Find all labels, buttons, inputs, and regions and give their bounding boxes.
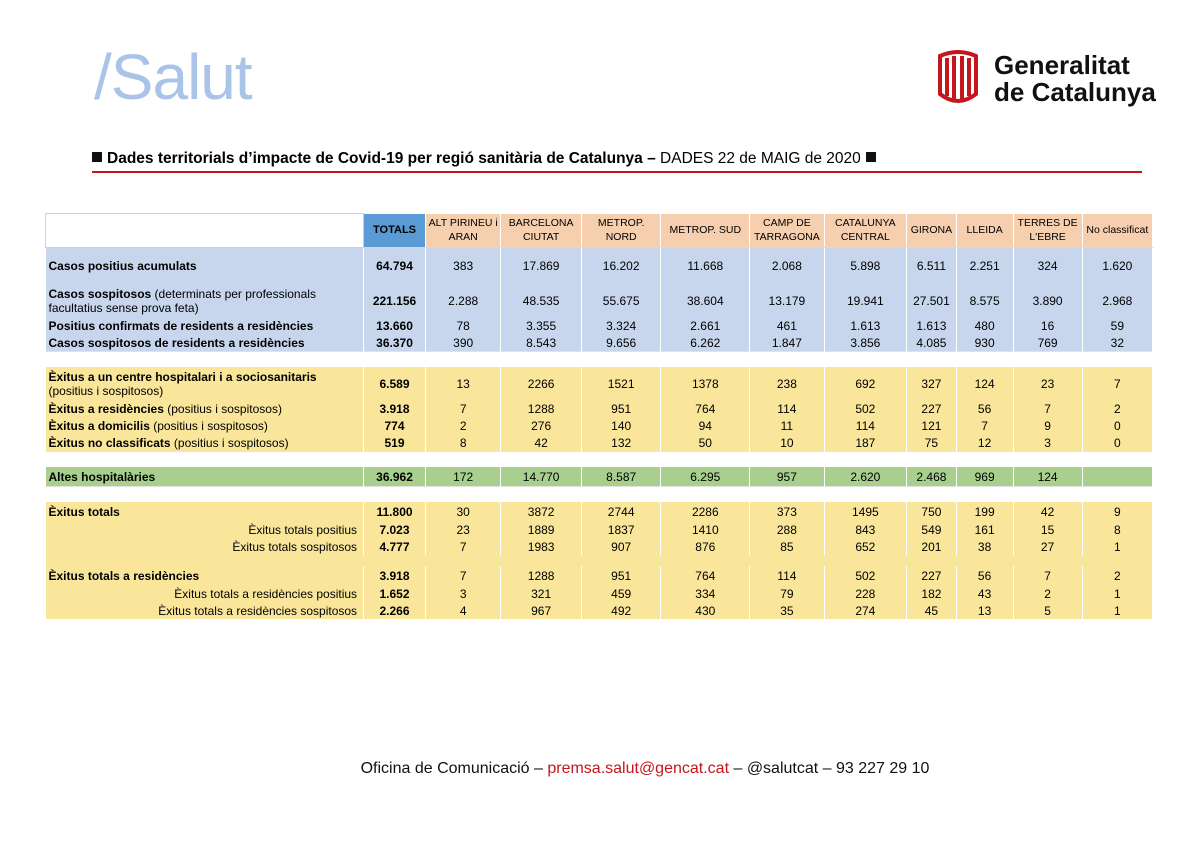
value-cell: 502 [824,566,907,585]
table-row [46,284,1153,317]
value-cell: 4 [426,602,501,619]
value-cell: 2 [1082,566,1152,585]
value-cell: 430 [661,602,750,619]
value-cell: 124 [956,367,1013,400]
value-cell: 7 [1082,367,1152,400]
row-label-bold: Èxitus totals a residències [48,568,200,583]
row-label-text: (determinats per professionals facultatius sense prova feta) [48,286,316,315]
value-cell: 42 [1013,502,1082,521]
value-cell: 843 [824,521,907,538]
value-cell: 3 [1013,434,1082,452]
header-cell: METROP. NORD [581,214,661,248]
value-cell: 228 [824,585,907,602]
heading-rule [92,171,1142,173]
footer-suffix: – @salutcat – 93 227 29 10 [733,760,930,777]
value-cell: 38.604 [661,284,750,317]
value-cell: 114 [750,566,824,585]
logo-line-1: Generalitat [994,50,1130,80]
row-label [46,566,364,585]
row-label-bold: Èxitus totals [48,504,120,519]
value-cell: 10 [750,434,824,452]
value-cell: 8 [426,434,501,452]
value-cell: 274 [824,602,907,619]
value-cell: 769 [1013,334,1082,352]
value-cell: 6.511 [907,248,957,285]
value-cell: 652 [824,538,907,555]
totals-cell: 36.962 [364,467,426,487]
header-row [46,214,1153,248]
value-cell: 8.543 [501,334,582,352]
value-cell: 9 [1082,502,1152,521]
value-cell: 324 [1013,248,1082,285]
value-cell: 1983 [501,538,582,555]
row-label-bold: Èxitus no classificats [48,435,171,450]
value-cell: 764 [661,400,750,417]
row-label [46,417,364,434]
value-cell: 27.501 [907,284,957,317]
generalitat-logo [934,50,1174,108]
regional-data-table [45,213,1153,619]
row-label [46,502,364,521]
logo-line-2: de Catalunya [994,77,1156,107]
value-cell: 1.613 [824,317,907,334]
header-cell: GIRONA [907,214,957,248]
value-cell: 13.179 [750,284,824,317]
row-label-bold: Positius confirmats de residents a residències [48,318,314,333]
row-label [46,585,364,602]
value-cell: 3.324 [581,317,661,334]
value-cell: 59 [1082,317,1152,334]
value-cell: 85 [750,538,824,555]
row-label [46,367,364,400]
value-cell: 1837 [581,521,661,538]
value-cell: 23 [1013,367,1082,400]
heading-date: DADES 22 de MAIG de 2020 [660,150,861,167]
value-cell: 56 [956,566,1013,585]
value-cell: 1 [1082,585,1152,602]
value-cell: 5 [1013,602,1082,619]
value-cell: 764 [661,566,750,585]
value-cell: 1.613 [907,317,957,334]
value-cell: 238 [750,367,824,400]
value-cell: 2.661 [661,317,750,334]
value-cell: 75 [907,434,957,452]
value-cell: 1889 [501,521,582,538]
square-bullet-icon [92,152,102,162]
table-row [46,417,1153,434]
value-cell: 9.656 [581,334,661,352]
value-cell: 45 [907,602,957,619]
value-cell: 373 [750,502,824,521]
footer-email-link[interactable]: premsa.salut@gencat.cat [547,760,730,777]
contact-footer [0,760,1200,778]
value-cell: 390 [426,334,501,352]
value-cell: 6.295 [661,467,750,487]
header-cell: TERRES DE L'EBRE [1013,214,1082,248]
value-cell: 2 [1013,585,1082,602]
footer-prefix: Oficina de Comunicació – [360,760,543,777]
value-cell: 876 [661,538,750,555]
value-cell: 11.668 [661,248,750,285]
value-cell: 55.675 [581,284,661,317]
value-cell: 78 [426,317,501,334]
square-bullet-icon [866,152,876,162]
value-cell: 32 [1082,334,1152,352]
value-cell: 951 [581,566,661,585]
value-cell: 1288 [501,566,582,585]
row-label-text: (positius i sospitosos) [163,401,282,416]
value-cell: 1495 [824,502,907,521]
value-cell: 969 [956,467,1013,487]
value-cell: 161 [956,521,1013,538]
header-cell: No classificat [1082,214,1152,248]
value-cell: 48.535 [501,284,582,317]
header-cell: METROP. SUD [661,214,750,248]
header-cell: LLEIDA [956,214,1013,248]
value-cell: 9 [1013,417,1082,434]
spacer-row [46,452,1153,468]
totals-cell: 3.918 [364,566,426,585]
row-label-text: Èxitus totals sospitosos [232,539,358,554]
row-label-text: Èxitus totals a residències positius [174,586,358,601]
value-cell: 327 [907,367,957,400]
row-label [46,521,364,538]
value-cell: 692 [824,367,907,400]
value-cell: 121 [907,417,957,434]
row-label [46,400,364,417]
table-row [46,334,1153,352]
value-cell: 7 [426,566,501,585]
value-cell: 15 [1013,521,1082,538]
table-row [46,521,1153,538]
value-cell: 14.770 [501,467,582,487]
value-cell: 19.941 [824,284,907,317]
value-cell: 3.890 [1013,284,1082,317]
value-cell: 11 [750,417,824,434]
value-cell: 42 [501,434,582,452]
table-row [46,400,1153,417]
value-cell: 94 [661,417,750,434]
value-cell: 492 [581,602,661,619]
header-cell: BARCELONA CIUTAT [501,214,582,248]
value-cell: 2.468 [907,467,957,487]
value-cell: 2266 [501,367,582,400]
value-cell: 3.355 [501,317,582,334]
value-cell: 114 [750,400,824,417]
value-cell: 13 [956,602,1013,619]
value-cell: 227 [907,400,957,417]
totals-cell: 13.660 [364,317,426,334]
value-cell: 2 [426,417,501,434]
value-cell: 480 [956,317,1013,334]
value-cell: 199 [956,502,1013,521]
value-cell: 172 [426,467,501,487]
row-label-text: Èxitus totals a residències sospitosos [158,603,358,618]
value-cell: 182 [907,585,957,602]
totals-cell: 2.266 [364,602,426,619]
value-cell: 79 [750,585,824,602]
value-cell: 461 [750,317,824,334]
value-cell: 7 [1013,400,1082,417]
table-row [46,434,1153,452]
value-cell [1082,467,1152,487]
value-cell: 930 [956,334,1013,352]
value-cell: 2286 [661,502,750,521]
value-cell: 114 [824,417,907,434]
row-label [46,334,364,352]
value-cell: 8.587 [581,467,661,487]
value-cell: 140 [581,417,661,434]
header-cell: TOTALS [364,214,426,248]
value-cell: 7 [426,400,501,417]
value-cell: 2744 [581,502,661,521]
value-cell: 459 [581,585,661,602]
value-cell: 0 [1082,434,1152,452]
value-cell: 27 [1013,538,1082,555]
value-cell: 0 [1082,417,1152,434]
row-label-text: Èxitus totals positius [248,522,358,537]
value-cell: 7 [1013,566,1082,585]
value-cell: 502 [824,400,907,417]
table-row [46,317,1153,334]
value-cell: 23 [426,521,501,538]
row-label [46,467,364,487]
value-cell: 1378 [661,367,750,400]
document-heading [92,150,1144,168]
value-cell: 43 [956,585,1013,602]
row-label-bold: Èxitus a residències [48,401,164,416]
value-cell: 383 [426,248,501,285]
value-cell: 6.262 [661,334,750,352]
row-label [46,284,364,317]
value-cell: 13 [426,367,501,400]
table-row [46,538,1153,555]
row-label-bold: Casos positius acumulats [48,259,197,273]
header-cell: ALT PIRINEU i ARAN [426,214,501,248]
row-label-bold: Casos sospitosos [48,286,152,301]
table-row [46,248,1153,285]
row-label-text: (positius i sospitosos) [170,435,289,450]
brand-title: /Salut [94,41,252,113]
value-cell: 1410 [661,521,750,538]
value-cell: 16.202 [581,248,661,285]
value-cell: 3 [426,585,501,602]
value-cell: 201 [907,538,957,555]
row-label-text: (positius i sospitosos) [149,418,268,433]
value-cell: 50 [661,434,750,452]
table-row [46,585,1153,602]
value-cell: 8.575 [956,284,1013,317]
totals-cell: 6.589 [364,367,426,400]
row-label-bold: Èxitus a domicilis [48,418,150,433]
row-label [46,317,364,334]
value-cell: 3.856 [824,334,907,352]
generalitat-emblem-icon [934,50,982,106]
value-cell: 957 [750,467,824,487]
value-cell: 56 [956,400,1013,417]
value-cell: 8 [1082,521,1152,538]
value-cell: 7 [426,538,501,555]
value-cell: 187 [824,434,907,452]
value-cell: 124 [1013,467,1082,487]
value-cell: 1288 [501,400,582,417]
row-label-text: (positius i sospitosos) [48,383,164,398]
row-label [46,538,364,555]
value-cell: 2.068 [750,248,824,285]
row-label-bold: Casos sospitosos de residents a residències [48,335,305,350]
table-row [46,566,1153,585]
value-cell: 17.869 [501,248,582,285]
value-cell: 1.620 [1082,248,1152,285]
value-cell: 334 [661,585,750,602]
value-cell: 750 [907,502,957,521]
totals-cell: 221.156 [364,284,426,317]
totals-cell: 36.370 [364,334,426,352]
totals-cell: 64.794 [364,248,426,285]
table-row [46,602,1153,619]
table-row [46,467,1153,487]
value-cell: 132 [581,434,661,452]
totals-cell: 774 [364,417,426,434]
value-cell: 276 [501,417,582,434]
value-cell: 288 [750,521,824,538]
value-cell: 2.251 [956,248,1013,285]
header-cell: CATALUNYA CENTRAL [824,214,907,248]
value-cell: 951 [581,400,661,417]
value-cell: 1521 [581,367,661,400]
value-cell: 227 [907,566,957,585]
totals-cell: 519 [364,434,426,452]
value-cell: 1.847 [750,334,824,352]
value-cell: 5.898 [824,248,907,285]
row-label [46,248,364,285]
value-cell: 4.085 [907,334,957,352]
spacer-row [46,555,1153,566]
spacer-row [46,487,1153,503]
value-cell: 2.620 [824,467,907,487]
value-cell: 2.968 [1082,284,1152,317]
heading-bold: Dades territorials d’impacte de Covid-19 per regió sanitària de Catalunya – [107,150,656,167]
totals-cell: 4.777 [364,538,426,555]
row-label-bold: Èxitus a un centre hospitalari i a sociosanitaris [48,369,317,384]
header-cell: CAMP DE TARRAGONA [750,214,824,248]
row-label [46,602,364,619]
value-cell: 2.288 [426,284,501,317]
totals-cell: 3.918 [364,400,426,417]
table-row [46,502,1153,521]
value-cell: 12 [956,434,1013,452]
value-cell: 967 [501,602,582,619]
header-corner [46,214,364,248]
table-row [46,367,1153,400]
value-cell: 1 [1082,602,1152,619]
value-cell: 7 [956,417,1013,434]
value-cell: 549 [907,521,957,538]
value-cell: 16 [1013,317,1082,334]
value-cell: 35 [750,602,824,619]
totals-cell: 1.652 [364,585,426,602]
value-cell: 321 [501,585,582,602]
row-label-bold: Altes hospitalàries [48,469,156,484]
totals-cell: 11.800 [364,502,426,521]
value-cell: 2 [1082,400,1152,417]
value-cell: 30 [426,502,501,521]
row-label [46,434,364,452]
value-cell: 1 [1082,538,1152,555]
value-cell: 907 [581,538,661,555]
value-cell: 38 [956,538,1013,555]
value-cell: 3872 [501,502,582,521]
spacer-row [46,352,1153,368]
totals-cell: 7.023 [364,521,426,538]
